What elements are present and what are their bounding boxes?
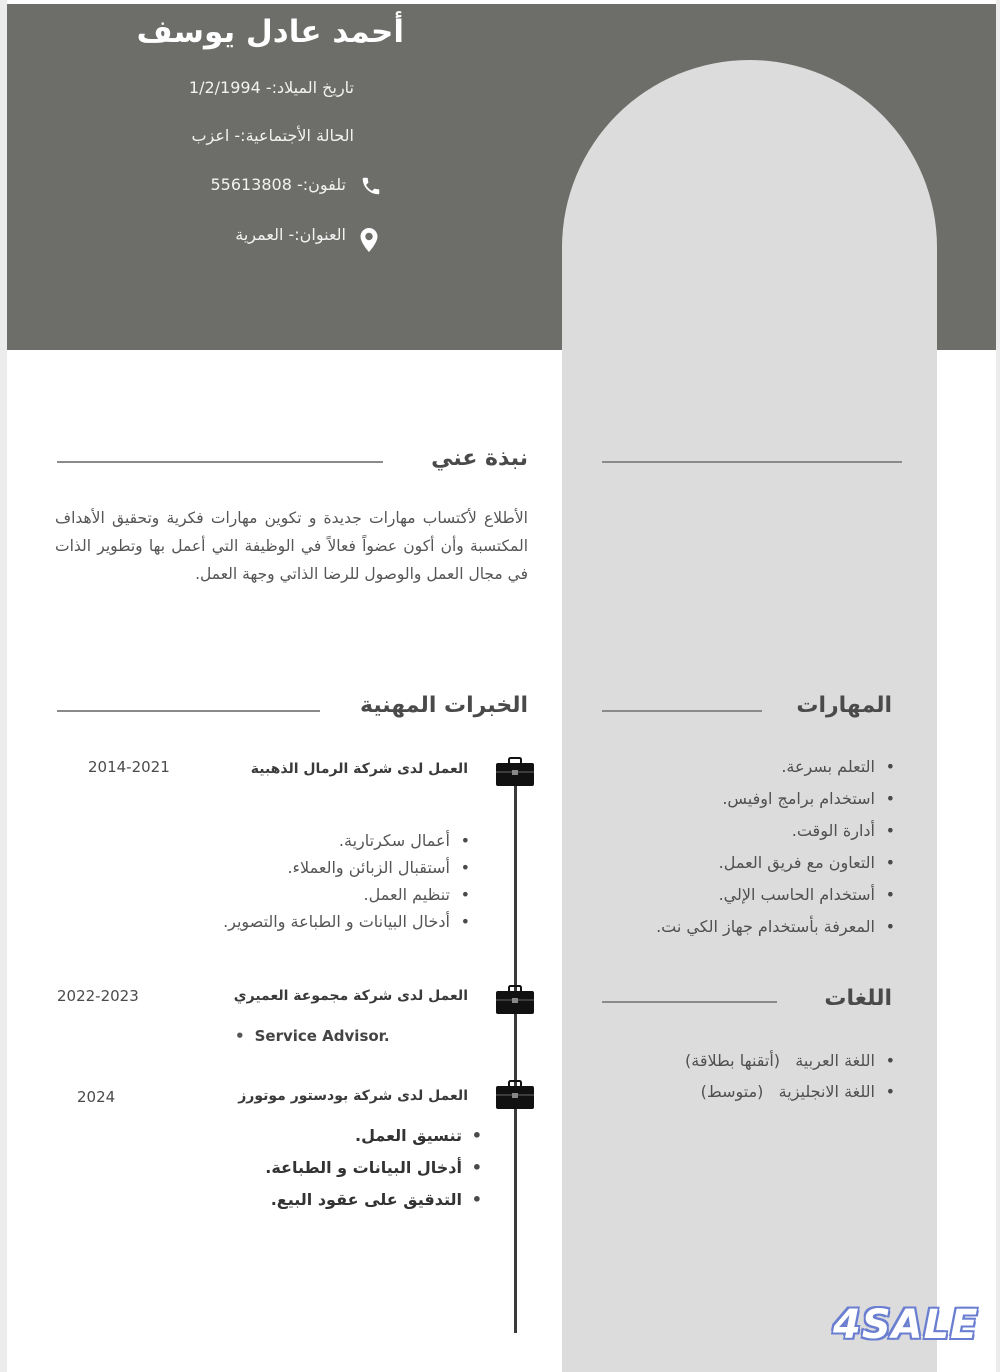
skills-list [656,755,895,947]
timeline-line [514,768,517,1333]
skills-title: المهارات [796,693,892,718]
list-item: • أعمال سكرتارية. [223,830,470,857]
arch-rule-top [602,461,902,463]
job-years: 2022-2023 [57,987,139,1005]
list-item: • اللغة العربية (أتقنها بطلاقة) [685,1049,895,1080]
list-item: • اللغة الانجليزية (متوسط) [685,1080,895,1111]
job-title: العمل لدى شركة مجموعة العميري [233,988,468,1004]
job-years: 2024 [77,1088,116,1106]
about-text: الأطلاع لأكتساب مهارات جديدة و تكوين مهارات فكرية وتحقيق الأهداف المكتسبة وأن أكون عضواً فعالاً في الوظيفة التي أعمل بها وتطوير الذات في مجال العمل والوصول للرضا الذاتي وجهة العمل. [55,509,528,583]
watermark-logo: 4SALE [833,1302,979,1348]
person-name: أحمد عادل يوسف [136,14,404,50]
about-title-rule [57,461,383,463]
location-pin-icon [357,227,381,253]
list-item: • المعرفة بأستخدام جهاز الكي نت. [656,915,895,947]
languages-title-rule [602,1001,777,1003]
briefcase-icon [495,985,535,1015]
job-years: 2014-2021 [88,758,170,776]
job-duties-list [223,830,470,938]
list-item: • تنسيق العمل. [265,1124,482,1156]
job-title: العمل لدى شركة بودستور موتورز [238,1088,468,1104]
job-duty-item: • Service Advisor. [235,1027,390,1045]
list-item: • تنظيم العمل. [223,884,470,911]
list-item: • التدقيق على عقود البيع. [265,1188,482,1220]
experience-title-rule [57,710,320,712]
briefcase-icon [495,1080,535,1110]
list-item: • أستقبال الزبائن والعملاء. [223,857,470,884]
languages-title: اللغات [824,986,892,1011]
list-item: • التعاون مع فريق العمل. [656,851,895,883]
about-title: نبذة عني [431,446,528,471]
birth-date: تاريخ الميلاد:- 1/2/1994 [188,78,354,97]
address: العنوان:- العمرية [235,225,346,244]
page-edge-left [0,0,7,1372]
marital-status: الحالة الأجتماعية:- اعزب [191,126,354,145]
job-title: العمل لدى شركة الرمال الذهبية [250,761,468,777]
briefcase-icon [495,757,535,787]
page-edge-right [996,0,1000,1372]
list-item: • أدخال البيانات و الطباعة. [265,1156,482,1188]
list-item: • التعلم بسرعة. [656,755,895,787]
phone-icon [360,175,382,197]
list-item: • أدخال البيانات و الطباعة والتصوير. [223,911,470,938]
list-item: • أستخدام الحاسب الإلي. [656,883,895,915]
list-item: • أدارة الوقت. [656,819,895,851]
job-duties-list [265,1124,482,1220]
phone-number: تلفون:- 55613808 [210,175,346,194]
list-item: • استخدام برامج اوفيس. [656,787,895,819]
languages-list [685,1049,895,1111]
experience-title: الخبرات المهنية [359,693,528,718]
skills-title-rule [602,710,762,712]
